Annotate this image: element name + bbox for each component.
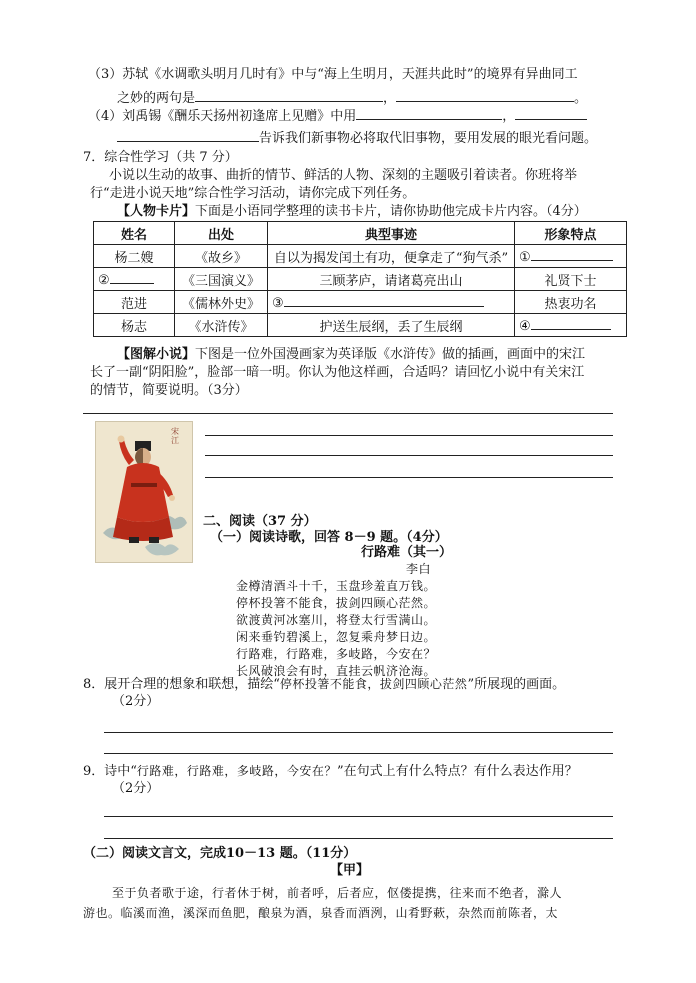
q9-quote: 行路难，行路难，多岐路，今安在？ [136, 764, 337, 778]
q9-text: 9．诗中“ [83, 764, 137, 779]
q8-quote: 停杯投箸不能食，拔剑四顾心茫然 [279, 677, 468, 691]
answer-line[interactable] [104, 816, 613, 817]
q9-text: ”在句式上有什么特点？有什么表达作用？ [336, 764, 578, 779]
q6-item3-line1: （3）苏轼《水调歌头明月几时有》中与“海上生明月，天涯共此时”的境界有异曲同工 [88, 67, 578, 82]
answer-line[interactable] [205, 455, 613, 456]
answer-blank[interactable] [531, 317, 611, 330]
part1-heading: （一）阅读诗歌，回答 8－9 题。（4分） [210, 530, 448, 545]
card-instruction-text: 下面是小语同学整理的读书卡片，请你协助他完成卡片内容。（4分） [195, 204, 587, 219]
answer-line[interactable] [83, 413, 613, 414]
blank-number: ① [519, 249, 531, 265]
poem-body [236, 578, 436, 680]
answer-line[interactable] [205, 435, 613, 436]
q9-prompt [83, 762, 578, 781]
header-source: 出处 [175, 222, 268, 245]
header-deed: 典型事迹 [268, 222, 515, 245]
q6-item3-line2 [117, 89, 587, 108]
blank-number: ④ [519, 318, 531, 334]
card-tag: 【人物卡片】 [117, 204, 196, 219]
blank-number: ② [98, 272, 110, 288]
song-jiang-illustration [95, 421, 193, 563]
table-row [94, 314, 627, 337]
q9-score: （2分） [112, 781, 160, 796]
cell: 礼贤下士 [515, 268, 627, 291]
illus-text: 下图是一位外国漫画家为英译版《水浒传》做的插画，画面中的宋江 [195, 347, 586, 362]
answer-blank[interactable] [515, 107, 587, 120]
cell: 《三国演义》 [175, 268, 268, 291]
q7-intro-line1: 小说以生动的故事、曲折的情节、鲜活的人物、深刻的主题吸引着读者。你班将举 [109, 168, 578, 183]
table-row [94, 245, 627, 268]
character-card-table [93, 221, 627, 337]
answer-line[interactable] [104, 753, 613, 754]
q8-text: 8．展开合理的想象和联想，描绘“ [83, 677, 280, 692]
separator: ， [383, 91, 397, 106]
poem-line: 金樽清酒斗十千，玉盘珍羞直万钱。 [236, 579, 437, 593]
poem-line: 欲渡黄河冰塞川，将登太行雪满山。 [236, 613, 437, 627]
answer-cell[interactable] [94, 268, 175, 291]
poem-line: 闲来垂钓碧溪上，忽复乘舟梦日边。 [236, 630, 437, 644]
illus-line1 [117, 346, 585, 364]
answer-line[interactable] [104, 732, 613, 733]
poem-line: 停杯投箸不能食，拔剑四顾心茫然。 [236, 596, 437, 610]
answer-blank[interactable] [284, 294, 484, 307]
answer-line[interactable] [104, 838, 613, 839]
poem-line: 长风破浪会有时，直挂云帆济沧海。 [236, 664, 437, 678]
illus-line2: 长了一副“阴阳脸”，脸部一暗一明。你认为他这样画，合适吗？请回忆小说中有关宋江 [90, 365, 585, 380]
header-name: 姓名 [94, 222, 175, 245]
q6-item4-line1 [88, 107, 587, 126]
passage-line: 至于负者歌于途，行者休于树，前者呼，后者应，伛偻提携，往来而不绝者，滁人 [112, 886, 563, 900]
cell: 自以为揭发闰土有功，便拿走了“狗气杀” [268, 245, 515, 268]
table-row [94, 291, 627, 314]
table-row [94, 268, 627, 291]
q7-card-instruction [117, 203, 587, 221]
answer-blank[interactable] [117, 129, 259, 142]
illustration-seal-text: 宋江 [171, 427, 180, 445]
answer-blank[interactable] [531, 248, 613, 261]
q8-prompt [83, 675, 565, 694]
blank-number: ③ [272, 295, 284, 311]
answer-line[interactable] [205, 477, 613, 478]
passage-line: 游也。临溪而渔，溪深而鱼肥，酿泉为酒，泉香而酒洌，山肴野蔌，杂然而前陈者，太 [83, 906, 559, 920]
q6-item4-prompt: （4）刘禹锡《酬乐天扬州初逢席上见赠》中用 [88, 109, 357, 124]
answer-blank[interactable] [356, 107, 502, 120]
part2-sub: 【甲】 [330, 863, 370, 878]
period: 。 [574, 91, 588, 106]
cell: 《水浒传》 [175, 314, 268, 337]
q8-score: （2分） [112, 694, 160, 709]
answer-cell[interactable] [268, 291, 515, 314]
poem-line: 行路难，行路难，多岐路，今安在？ [236, 647, 437, 661]
q6-item3-prompt: 之妙的两句是 [117, 91, 196, 106]
answer-cell[interactable] [515, 314, 627, 337]
cell: 范进 [94, 291, 175, 314]
illus-tag: 【图解小说】 [117, 347, 196, 362]
q7-heading: 7．综合性学习（共 7 分） [83, 150, 238, 165]
answer-blank[interactable] [396, 89, 574, 102]
table-header-row [94, 222, 627, 245]
separator: ， [502, 109, 516, 124]
poem-title: 行路难（其一） [361, 545, 453, 560]
cell: 热衷功名 [515, 291, 627, 314]
poem-author: 李白 [406, 562, 432, 576]
q8-text: ”所展现的画面。 [467, 677, 566, 692]
q7-intro-line2: 行“走进小说天地”综合性学习活动，请你完成下列任务。 [90, 186, 416, 201]
section2-heading: 二、阅读（37 分） [203, 514, 317, 529]
header-trait: 形象特点 [515, 222, 627, 245]
answer-blank[interactable] [195, 89, 383, 102]
q6-item4-line2 [117, 129, 597, 148]
answer-cell[interactable] [515, 245, 627, 268]
cell: 杨二嫂 [94, 245, 175, 268]
cell: 《儒林外史》 [175, 291, 268, 314]
cell: 《故乡》 [175, 245, 268, 268]
cell: 护送生辰纲，丢了生辰纲 [268, 314, 515, 337]
cell: 杨志 [94, 314, 175, 337]
illus-line3: 的情节，简要说明。（3分） [90, 383, 248, 398]
answer-blank[interactable] [110, 271, 154, 284]
part2-heading: （二）阅读文言文，完成10－13 题。（11分） [83, 846, 357, 861]
cell: 三顾茅庐，请诸葛亮出山 [268, 268, 515, 291]
q6-item4-tail: 告诉我们新事物必将取代旧事物，要用发展的眼光看问题。 [259, 131, 598, 146]
